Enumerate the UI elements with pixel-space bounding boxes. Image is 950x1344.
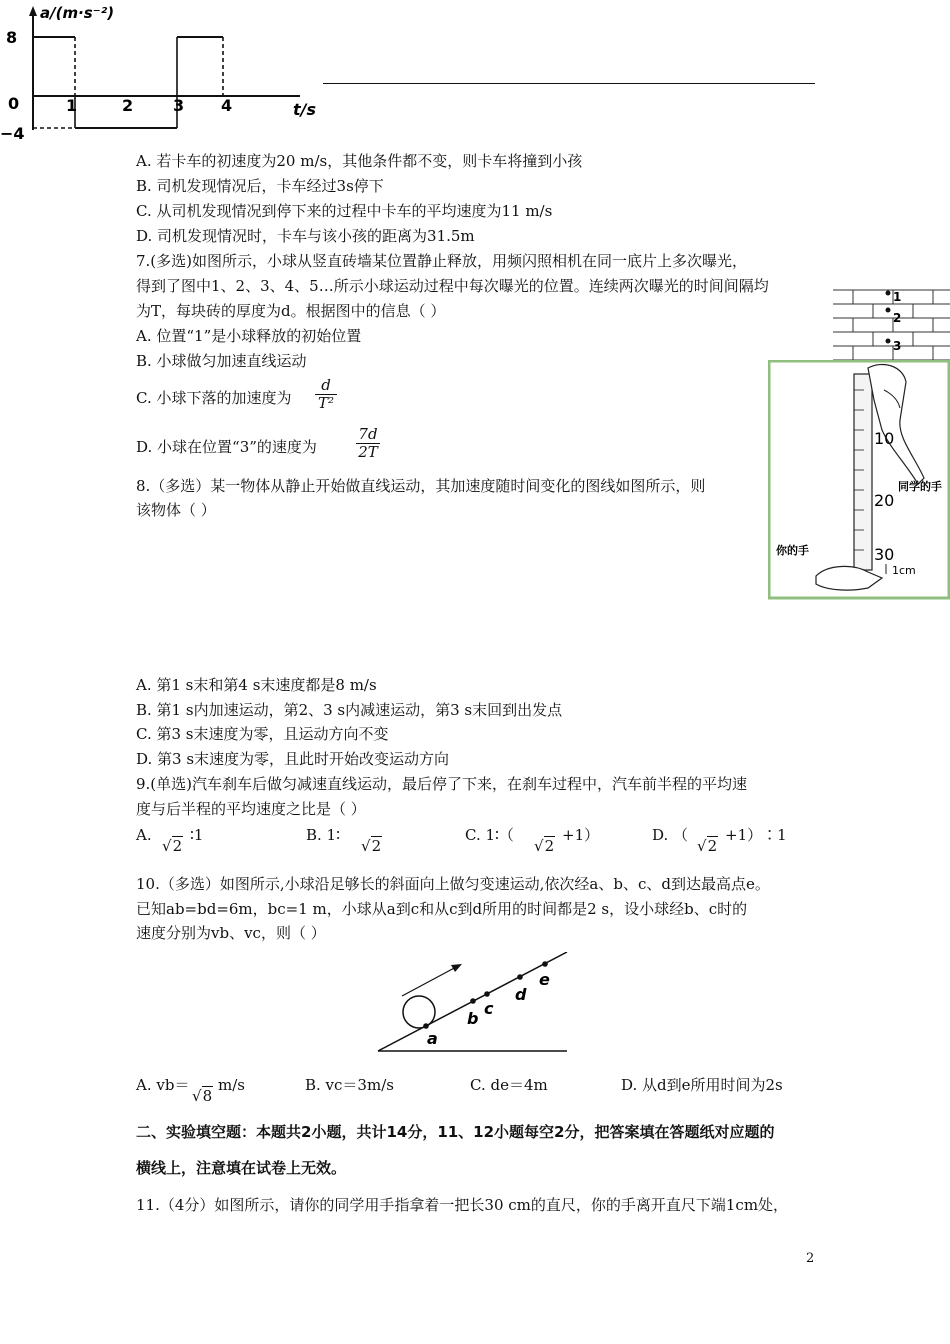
graph-y-tick-8: 8 [6, 28, 18, 47]
fraction-denominator: T² [317, 394, 335, 412]
q7-option-b: B. 小球做匀加速直线运动 [136, 352, 307, 370]
q7-stem-line-3: 为T，每块砖的厚度为d。根据图中的信息（ ） [136, 302, 446, 320]
wall-position-1: 1 [893, 290, 902, 304]
ruler-your-hand-label: 你的手 [776, 544, 809, 557]
q8-option-a: A. 第1 s末和第4 s末速度都是8 m/s [136, 676, 377, 694]
ruler-tick-30: 30 [874, 545, 895, 564]
section-2-heading-line-2: 横线上，注意填在试卷上无效。 [136, 1159, 347, 1177]
q6-option-b: B. 司机发现情况后，卡车经过3s停下 [136, 177, 384, 195]
q8-option-c: C. 第3 s末速度为零，且运动方向不变 [136, 725, 389, 743]
q7-stem-line-2: 得到了图中1、2、3、4、5…所示小球运动过程中每次曝光的位置。连续两次曝光的时间间隔均 [136, 277, 769, 295]
ruler-tick-20: 20 [874, 491, 895, 510]
q9-stem-line-2: 度与后半程的平均速度之比是（ ） [136, 800, 366, 818]
fraction-denominator: 2T [358, 443, 378, 461]
ruler-friend-hand-label: 同学的手 [898, 480, 942, 493]
q9-option-b-prefix: B. 1∶ [306, 826, 341, 844]
point-e-label: e [539, 970, 550, 989]
q9-option-a-sqrt: √2 [162, 837, 183, 855]
graph-x-tick-1: 1 [66, 96, 78, 115]
point-a-label: a [427, 1029, 438, 1048]
q9-option-d-sqrt: √2 [697, 837, 718, 855]
q10-option-b: B. vc＝3m/s [305, 1076, 394, 1094]
graph-x-tick-3: 3 [173, 96, 185, 115]
q10-option-d: D. 从d到e所用时间为2s [621, 1076, 783, 1094]
q6-option-c: C. 从司机发现情况到停下来的过程中卡车的平均速度为11 m/s [136, 202, 553, 220]
fraction-numerator: d [321, 376, 331, 394]
wall-position-3: 3 [893, 339, 902, 353]
answer-line [323, 83, 815, 84]
q7-option-d-fraction [355, 426, 381, 461]
q10-option-a-suffix: m/s [218, 1076, 245, 1094]
q9-option-d-prefix: D. （ [652, 826, 689, 844]
q7-stem-line-1: 7.(多选)如图所示，小球从竖直砖墙某位置静止释放，用频闪照相机在同一底片上多次曝光， [136, 252, 748, 270]
incline-figure [370, 952, 580, 1057]
q7-option-d: D. 小球在位置“3”的速度为 [136, 438, 317, 456]
q9-option-c-suffix: +1） [562, 826, 600, 844]
graph-y-tick-minus4: −4 [0, 124, 25, 143]
q10-stem-line-1: 10.（多选）如图所示,小球沿足够长的斜面向上做匀变速运动,依次经a、b、c、d到达最高点e。 [136, 875, 770, 893]
point-c-label: c [484, 999, 494, 1018]
q10-option-a-sqrt: √8 [192, 1087, 213, 1105]
graph-x-tick-2: 2 [122, 96, 134, 115]
q9-option-c-prefix: C. 1∶（ [465, 826, 514, 844]
q10-stem-line-3: 速度分别为vb、vc，则（ ） [136, 924, 326, 942]
ruler-figure [768, 360, 950, 600]
q9-option-d-suffix: +1）∶1 [725, 826, 787, 844]
q11-stem-line-1: 11.（4分）如图所示，请你的同学用手指拿着一把长30 cm的直尺，你的手离开直尺下端1cm处， [136, 1196, 789, 1214]
graph-x-tick-4: 4 [221, 96, 233, 115]
q8-option-b: B. 第1 s内加速运动，第2、3 s内减速运动，第3 s末回到出发点 [136, 701, 563, 719]
graph-y-tick-0: 0 [8, 94, 20, 113]
q8-stem-line-2: 该物体（ ） [136, 501, 216, 519]
q8-option-d: D. 第3 s末速度为零，且此时开始改变运动方向 [136, 750, 450, 768]
q9-option-a-prefix: A. [136, 826, 152, 844]
q8-stem-line-1: 8.（多选）某一物体从静止开始做直线运动，其加速度随时间变化的图线如图所示，则 [136, 477, 706, 495]
section-2-heading-line-1: 二、实验填空题：本题共2小题，共计14分，11、12小题每空2分，把答案填在答题纸对应题的 [136, 1123, 775, 1141]
q7-option-c-fraction [314, 377, 338, 412]
q6-option-a: A. 若卡车的初速度为20 m/s，其他条件都不变，则卡车将撞到小孩 [136, 152, 583, 170]
q9-option-c-sqrt: √2 [534, 837, 555, 855]
q7-option-c: C. 小球下落的加速度为 [136, 389, 292, 407]
q10-option-c: C. de＝4m [470, 1076, 548, 1094]
point-d-label: d [515, 985, 527, 1004]
q10-option-a-prefix: A. vb＝ [136, 1076, 190, 1094]
ruler-tick-10: 10 [874, 429, 895, 448]
graph-y-label: a/(m·s⁻²) [40, 4, 115, 22]
point-b-label: b [467, 1009, 479, 1028]
q6-option-d: D. 司机发现情况时，卡车与该小孩的距离为31.5m [136, 227, 475, 245]
graph-x-label: t/s [293, 100, 317, 119]
q10-stem-line-2: 已知ab=bd=6m，bc=1 m，小球从a到c和从c到d所用的时间都是2 s，设小球经b、c时的 [136, 900, 748, 918]
q9-option-a-suffix: ∶1 [190, 826, 204, 844]
ruler-gap-label: 1cm [892, 564, 916, 577]
fraction-numerator: 7d [358, 425, 378, 443]
q9-stem-line-1: 9.(单选)汽车刹车后做匀减速直线运动，最后停了下来，在刹车过程中，汽车前半程的平均速 [136, 775, 748, 793]
acceleration-time-graph [0, 0, 330, 150]
q9-option-b-sqrt: √2 [361, 837, 382, 855]
wall-position-2: 2 [893, 311, 902, 325]
page-number: 2 [806, 1251, 815, 1266]
q7-option-a: A. 位置“1”是小球释放的初始位置 [136, 327, 362, 345]
